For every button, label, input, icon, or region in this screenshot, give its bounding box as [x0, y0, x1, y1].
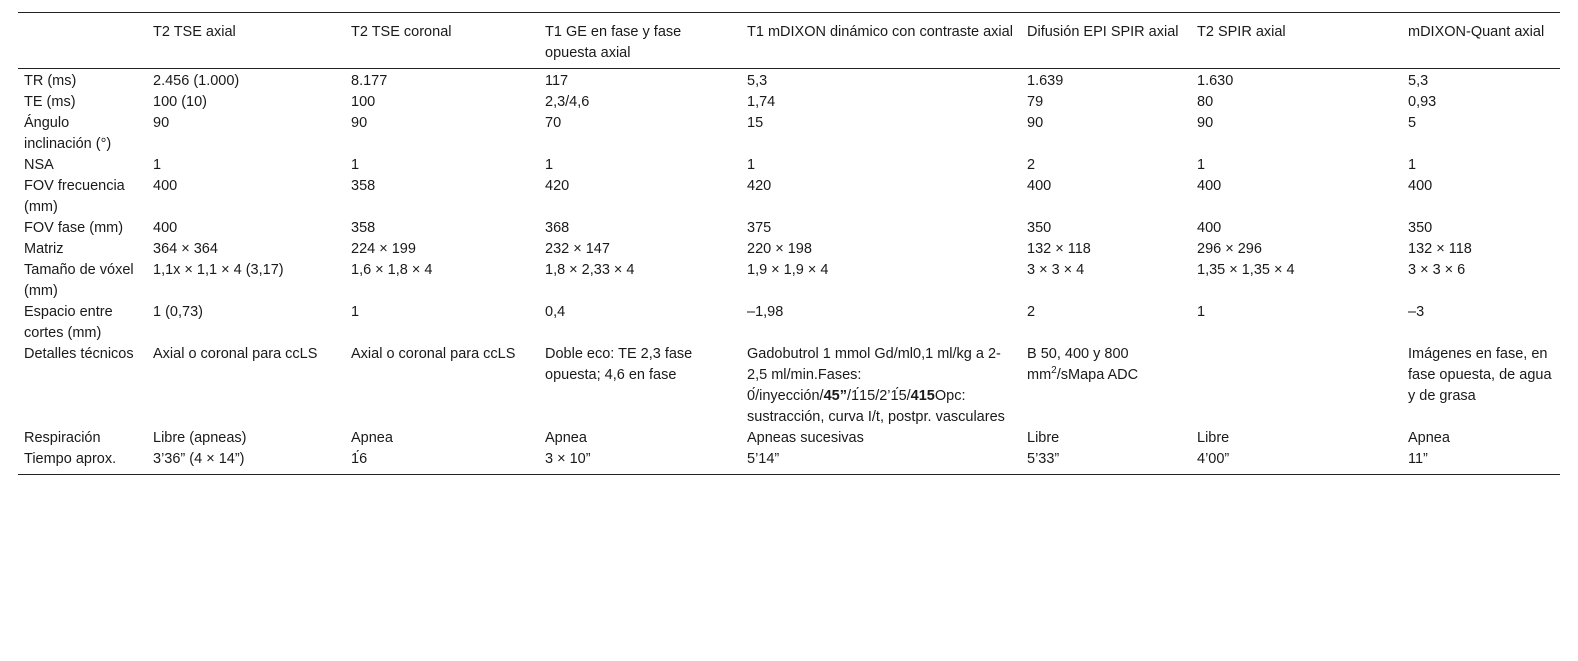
table-row	[18, 92, 1560, 113]
table-cell: 5,3	[747, 73, 768, 89]
table-row	[18, 260, 1560, 302]
table-row	[18, 176, 1560, 218]
table-cell: 0,93	[1408, 94, 1437, 110]
table-cell: 3 × 10”	[545, 451, 591, 467]
table-row	[18, 449, 1560, 475]
table-cell: 1,1x × 1,1 × 4 (3,17)	[153, 262, 284, 278]
table-row	[18, 302, 1560, 344]
row-label: FOV fase (mm)	[24, 220, 124, 236]
table-cell: 100	[351, 94, 376, 110]
table-row	[18, 344, 1560, 428]
table-cell: 1	[1197, 304, 1206, 320]
table-cell: Libre (apneas)	[153, 430, 247, 446]
table-cell: 5	[1408, 115, 1417, 131]
table-cell: 1,74	[747, 94, 776, 110]
row-label: Detalles técnicos	[24, 346, 134, 362]
table-cell: 70	[545, 115, 562, 131]
table-cell: 420	[747, 178, 772, 194]
table-cell: 4’00”	[1197, 451, 1230, 467]
table-cell: 1,6 × 1,8 × 4	[351, 262, 433, 278]
row-label: TE (ms)	[24, 94, 76, 110]
header-cell: T2 TSE axial	[153, 24, 236, 40]
row-label: FOV frecuencia (mm)	[24, 178, 125, 215]
row-label: TR (ms)	[24, 73, 77, 89]
header-row	[18, 13, 1560, 69]
table-cell: 232 × 147	[545, 241, 610, 257]
table-cell: 1	[1197, 157, 1206, 173]
table-cell: 132 × 118	[1027, 241, 1091, 257]
table-cell: 375	[747, 220, 772, 236]
data-table-container	[18, 12, 1560, 475]
table-cell: 5,3	[1408, 73, 1429, 89]
table-cell: 1	[153, 157, 162, 173]
table-cell-rich: Gadobutrol 1 mmol Gd/ml0,1 ml/kg a 2-2,5 ml/min.Fases: 0́/inyección/45”/1́15/2’1́5/415Opc: sustracción, curva I/t, postpr. vasculares	[747, 346, 1005, 425]
table-cell: Axial o coronal para ccLS	[153, 346, 318, 362]
table-cell: Libre	[1197, 430, 1230, 446]
header-cell: T2 TSE coronal	[351, 24, 452, 40]
table-cell: 400	[1197, 178, 1222, 194]
table-cell: –1,98	[747, 304, 784, 320]
table-cell: 358	[351, 178, 376, 194]
table-cell: 90	[1197, 115, 1214, 131]
row-label: Matriz	[24, 241, 64, 257]
table-cell: 1	[1408, 157, 1417, 173]
row-label: Respiración	[24, 430, 101, 446]
table-row	[18, 428, 1560, 449]
table-cell: 1.630	[1197, 73, 1234, 89]
table-cell: 2.456 (1.000)	[153, 73, 240, 89]
table-cell: 400	[1408, 178, 1433, 194]
row-label: Tiempo aprox.	[24, 451, 117, 467]
table-cell: 1 (0,73)	[153, 304, 203, 320]
table-cell: 3’36” (4 × 14”)	[153, 451, 245, 467]
table-cell: Libre	[1027, 430, 1060, 446]
table-cell: 1.639	[1027, 73, 1064, 89]
table-cell: Axial o coronal para ccLS	[351, 346, 516, 362]
table-cell: Apnea	[545, 430, 587, 446]
table-cell: 2	[1027, 304, 1036, 320]
table-cell: Apnea	[351, 430, 393, 446]
table-cell: 11”	[1408, 451, 1428, 467]
header-cell: mDIXON-Quant axial	[1408, 24, 1545, 40]
table-cell: 350	[1027, 220, 1052, 236]
table-cell: 3 × 3 × 6	[1408, 262, 1466, 278]
table-cell: 364 × 364	[153, 241, 218, 257]
row-label: Tamaño de vóxel (mm)	[24, 262, 134, 299]
header-cell: T1 GE en fase y fase opuesta axial	[545, 24, 682, 61]
table-cell: 1,8 × 2,33 × 4	[545, 262, 635, 278]
table-cell: 1	[351, 304, 360, 320]
table-row	[18, 218, 1560, 239]
table-row	[18, 113, 1560, 155]
table-cell: 132 × 118	[1408, 241, 1472, 257]
row-label: Ángulo inclinación (°)	[24, 115, 112, 152]
header-cell: T1 mDIXON dinámico con contraste axial	[747, 24, 1013, 40]
table-cell: 8.177	[351, 73, 388, 89]
table-cell: 2	[1027, 157, 1036, 173]
table-row	[18, 239, 1560, 260]
table-cell: 358	[351, 220, 376, 236]
table-cell: 1́6	[351, 451, 368, 467]
header-cell: T2 SPIR axial	[1197, 24, 1286, 40]
table-cell: 80	[1197, 94, 1214, 110]
table-cell: –3	[1408, 304, 1425, 320]
table-cell: 1	[351, 157, 360, 173]
table-cell: 5’14”	[747, 451, 780, 467]
table-row	[18, 155, 1560, 176]
table-cell: Apnea	[1408, 430, 1450, 446]
table-cell: 420	[545, 178, 570, 194]
table-row	[18, 69, 1560, 93]
header-cell	[18, 13, 147, 69]
table-cell: 400	[153, 178, 178, 194]
table-cell: 5’33”	[1027, 451, 1060, 467]
table-cell: 400	[1027, 178, 1052, 194]
table-cell: 224 × 199	[351, 241, 416, 257]
row-label: Espacio entre cortes (mm)	[24, 304, 113, 341]
table-cell: 296 × 296	[1197, 241, 1262, 257]
table-cell: Doble eco: TE 2,3 fase opuesta; 4,6 en fase	[545, 346, 693, 383]
header-cell: Difusión EPI SPIR axial	[1027, 24, 1179, 40]
table-cell	[1191, 344, 1402, 428]
table-cell: 368	[545, 220, 570, 236]
table-cell: 3 × 3 × 4	[1027, 262, 1085, 278]
table-cell: 220 × 198	[747, 241, 812, 257]
table-cell: 400	[153, 220, 178, 236]
table-cell: 1	[545, 157, 554, 173]
table-cell: 0,4	[545, 304, 566, 320]
table-cell: 90	[153, 115, 170, 131]
table-cell: 400	[1197, 220, 1222, 236]
table-cell: 15	[747, 115, 764, 131]
table-cell: 90	[351, 115, 368, 131]
table-cell: 350	[1408, 220, 1433, 236]
table-cell: 2,3/4,6	[545, 94, 590, 110]
table-cell: Apneas sucesivas	[747, 430, 864, 446]
table-cell: 1	[747, 157, 756, 173]
table-cell: Imágenes en fase, en fase opuesta, de agua y de grasa	[1408, 346, 1552, 404]
table-cell: 90	[1027, 115, 1044, 131]
table-cell: 117	[545, 73, 569, 89]
table-cell: 100 (10)	[153, 94, 208, 110]
table-cell-rich: B 50, 400 y 800 $mm^2$/sMapa ADC	[1027, 346, 1139, 383]
table-cell: 1,35 × 1,35 × 4	[1197, 262, 1295, 278]
table-cell: 1,9 × 1,9 × 4	[747, 262, 829, 278]
table-cell: 79	[1027, 94, 1044, 110]
row-label: NSA	[24, 157, 54, 173]
mri-protocol-table	[18, 12, 1560, 475]
